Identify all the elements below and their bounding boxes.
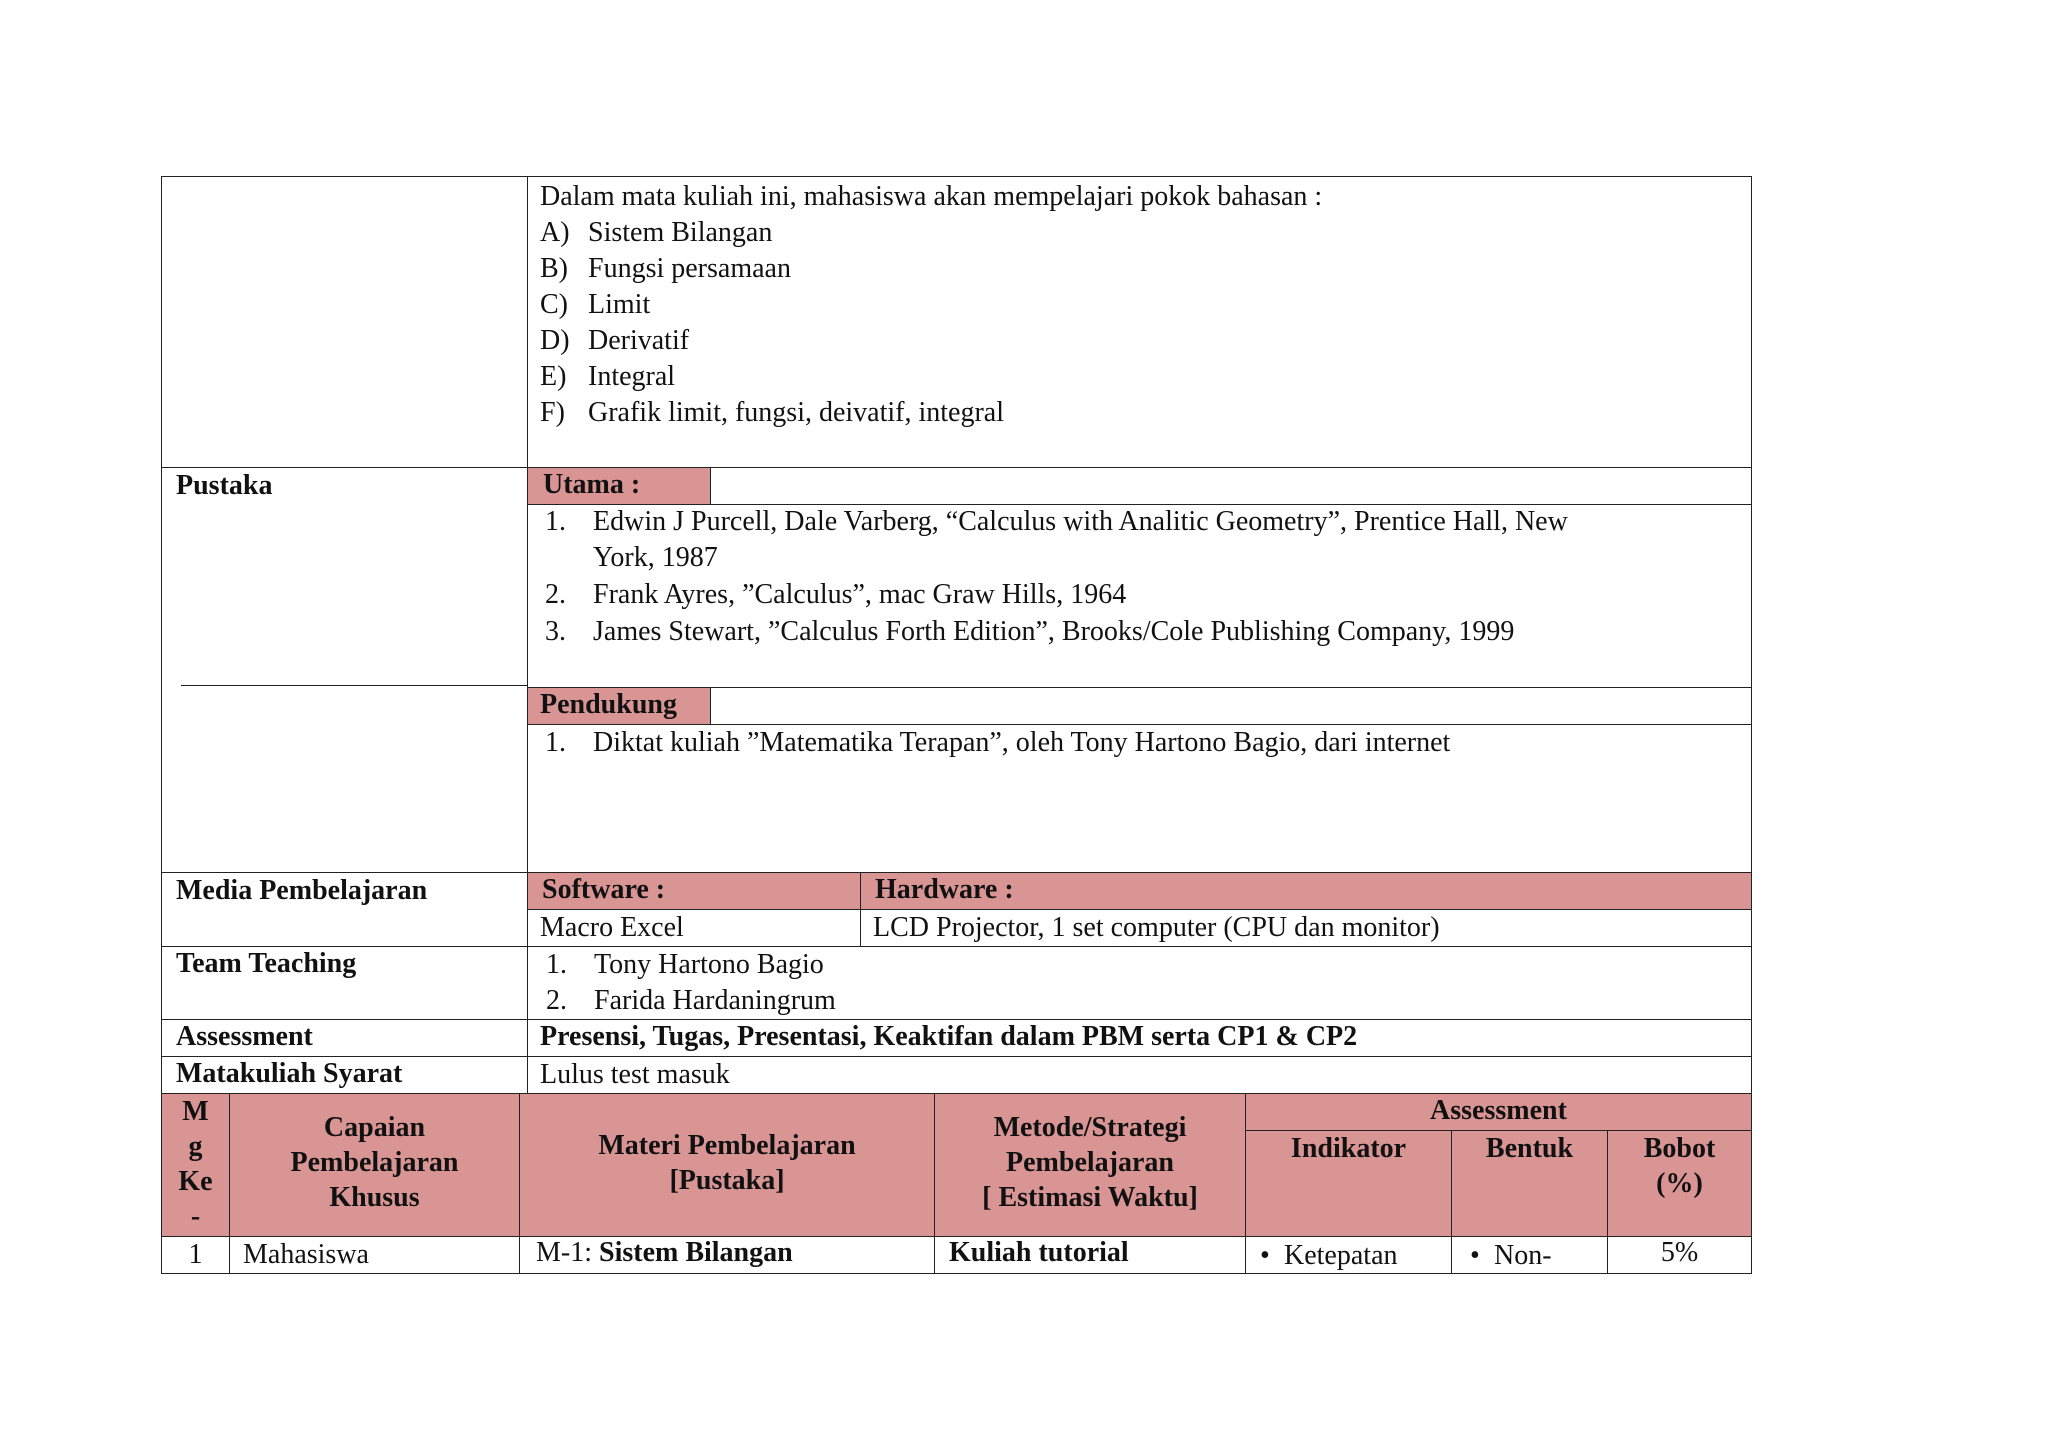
header-capaian-line: Capaian [323,1112,426,1143]
hardware-header [860,872,1752,910]
hardware-value-cell [860,909,1752,947]
row-materi [536,1235,793,1271]
pendukung-label-box [527,687,711,725]
software-value: Macro Excel [540,912,684,943]
header-week-line: Ke [178,1166,213,1197]
assessment-value: Presensi, Tugas, Presentasi, Keaktifan dalam PBM serta CP1 & CP2 [540,1021,1358,1052]
description-label-cell [161,176,528,468]
syarat-value-cell [527,1056,1752,1094]
description-intro: Dalam mata kuliah ini, mahasiswa akan mempelajari pokok bahasan : [540,181,1323,212]
header-assessment-label: Assessment [1430,1095,1567,1126]
software-header [527,872,861,910]
pustaka-label: Pustaka [176,470,273,501]
row-bobot-cell [1607,1236,1752,1274]
header-week-line: - [190,1201,201,1232]
header-indikator [1245,1130,1452,1237]
row-capaian-cell [229,1236,520,1274]
header-assessment [1245,1093,1752,1131]
header-materi-line: Materi Pembelajaran [598,1130,856,1161]
hardware-label: Hardware : [875,874,1014,905]
pustaka-label-cell [161,467,528,873]
row-metode-cell [934,1236,1246,1274]
media-label-cell [161,872,528,947]
header-bobot [1607,1130,1752,1237]
software-label: Software : [542,874,666,905]
header-week-line: M [182,1096,209,1127]
row-bentuk-cell [1451,1236,1608,1274]
header-capaian-line: Khusus [329,1182,420,1213]
assessment-label-cell [161,1019,528,1057]
assessment-label: Assessment [176,1021,313,1052]
row-capaian: Mahasiswa [243,1239,369,1270]
header-capaian [229,1093,520,1237]
header-bentuk-label: Bentuk [1485,1133,1574,1164]
bullet-icon: • [1470,1240,1480,1271]
assessment-value-cell [527,1019,1752,1057]
utama-label: Utama : [543,469,641,500]
media-label: Media Pembelajaran [176,875,428,906]
hardware-value: LCD Projector, 1 set computer (CPU dan monitor) [873,912,1440,943]
row-bobot: 5% [1660,1237,1699,1268]
header-materi-line: [Pustaka] [669,1165,785,1196]
header-indikator-label: Indikator [1290,1133,1407,1164]
bullet-icon: • [1260,1240,1270,1271]
row-indikator-cell [1245,1236,1452,1274]
header-metode-line: [ Estimasi Waktu] [982,1182,1198,1213]
header-capaian-line: Pembelajaran [290,1147,459,1178]
row-indikator: • Ketepatan [1260,1238,1398,1274]
description-cell: Dalam mata kuliah ini, mahasiswa akan mempelajari pokok bahasan : A) Sistem Bilangan B) Fungsi persamaan C) Limit D) Derivatif E) Integral F) Grafik limit, fungsi, deivatif, integral [527,176,1752,468]
header-week-line: g [188,1131,203,1162]
team-label: Team Teaching [176,948,357,979]
header-metode [934,1093,1246,1237]
row-materi-cell [519,1236,935,1274]
row-week-cell [161,1236,230,1274]
row-week: 1 [188,1239,203,1270]
syarat-label: Matakuliah Syarat [176,1058,403,1089]
syarat-label-cell [161,1056,528,1094]
header-metode-line: Metode/Strategi [993,1112,1187,1143]
header-materi [519,1093,935,1237]
row-bentuk: • Non- [1470,1238,1552,1274]
row-metode: Kuliah tutorial [949,1237,1129,1268]
header-bobot-line: (%) [1656,1168,1703,1199]
utama-label-box [527,467,711,505]
pendukung-label: Pendukung [540,689,677,720]
header-bobot-line: Bobot [1643,1133,1716,1164]
row-materi-prefix: M-1: [536,1237,599,1268]
pustaka-divider [181,685,528,686]
software-value-cell [527,909,861,947]
header-week [161,1093,230,1237]
syarat-value: Lulus test masuk [540,1059,730,1090]
header-bentuk [1451,1130,1608,1237]
row-materi-title: Sistem Bilangan [599,1237,793,1268]
team-label-cell [161,946,528,1020]
team-members-cell: 1. Tony Hartono Bagio 2. Farida Hardaningrum [527,946,1752,1020]
header-metode-line: Pembelajaran [1006,1147,1174,1178]
